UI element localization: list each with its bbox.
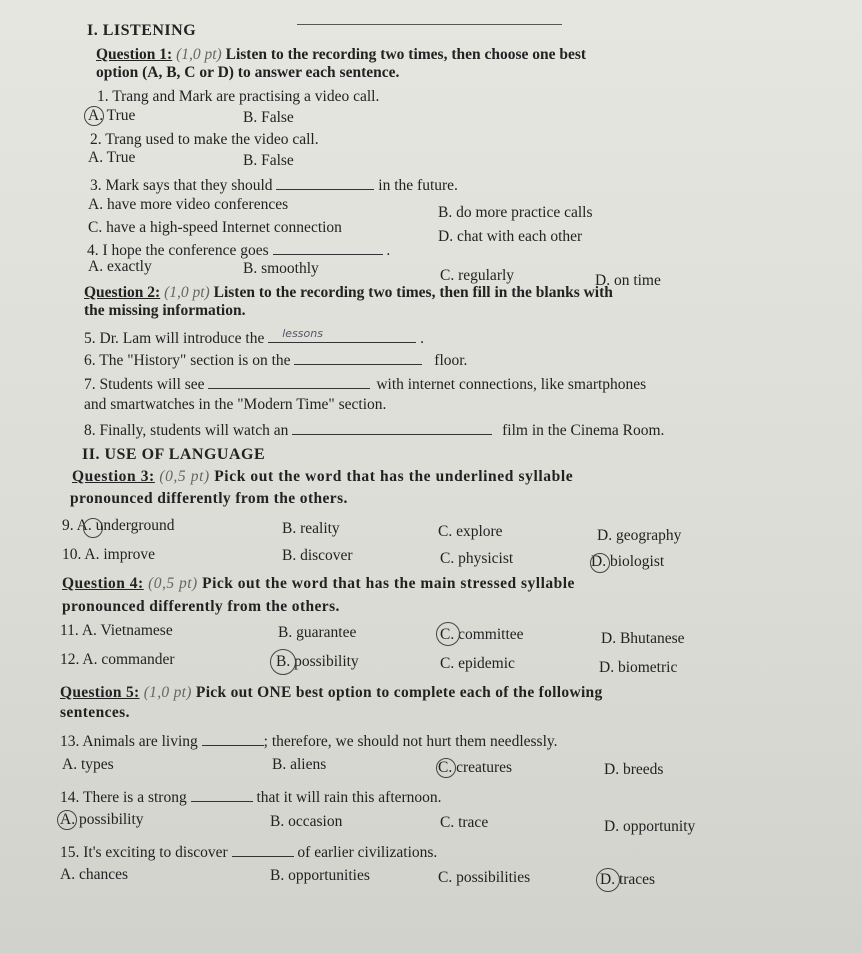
q2-item7-line1 — [84, 374, 646, 394]
q1-item3-option-c[interactable]: C. have a high-speed Internet connection — [88, 219, 342, 236]
q5-item15-option-d[interactable]: D. traces — [600, 871, 656, 888]
q2-item6-stem: 6. The "History" section is on the — [84, 352, 291, 369]
q1-item2-option-a[interactable]: A. True — [88, 149, 136, 166]
q1-item1-option-a[interactable]: A. True — [88, 107, 136, 124]
q5-label: Question 5: — [60, 684, 140, 701]
q2-instruction: Listen to the recording two times, then fill in the blanks with — [213, 284, 613, 301]
q3-instruction: Pick out the word that has the underlined syllable — [214, 468, 574, 485]
q4-row12-option-c[interactable]: C. epidemic — [440, 655, 515, 672]
q2-points: (1,0 pt) — [164, 284, 210, 301]
q1-item3-option-b[interactable]: B. do more practice calls — [438, 204, 593, 221]
answer-circle-mark — [84, 106, 104, 126]
q1-item2-stem: 2. Trang used to make the video call. — [90, 131, 319, 148]
q3-row9-option-d[interactable]: D. geography — [597, 527, 682, 544]
q4-row11-option-a[interactable]: 11. A. Vietnamese — [60, 622, 173, 639]
q5-item13-option-b[interactable]: B. aliens — [272, 756, 327, 773]
q2-item6-end: floor. — [434, 352, 468, 369]
q5-item15-stem-b: of earlier civilizations. — [297, 844, 438, 861]
q5-points: (1,0 pt) — [143, 684, 192, 701]
q3-instruction-line1 — [72, 468, 573, 486]
q5-item15-option-c[interactable]: C. possibilities — [438, 869, 531, 886]
q4-instruction: Pick out the word that has the main stressed syllable — [202, 575, 575, 592]
q2-item8 — [84, 420, 664, 440]
q1-item4-option-c[interactable]: C. regularly — [440, 267, 515, 284]
answer-circle-mark — [436, 758, 456, 778]
q2-item7-line2: and smartwatches in the "Modern Time" section. — [84, 396, 387, 413]
answer-blank[interactable] — [232, 842, 294, 857]
q1-instruction-line1 — [96, 46, 586, 64]
q5-instruction-line1 — [60, 684, 603, 702]
q2-instruction-line2: the missing information. — [84, 302, 246, 319]
q4-instruction-line2: pronounced differently from the others. — [62, 598, 340, 615]
q5-item14-option-a[interactable]: A. possibility — [60, 811, 144, 828]
q3-row10-option-c[interactable]: C. physicist — [440, 550, 514, 567]
q2-item6 — [84, 350, 467, 370]
answer-circle-mark — [436, 622, 460, 646]
section-heading-language: II. USE OF LANGUAGE — [82, 446, 266, 463]
q4-row12-option-b[interactable]: B. possibility — [276, 653, 359, 670]
q2-item5 — [84, 328, 424, 348]
q2-item5-stem: 5. Dr. Lam will introduce the — [84, 330, 265, 347]
q4-row12-option-d[interactable]: D. biometric — [599, 659, 678, 676]
q5-item14-option-d[interactable]: D. opportunity — [604, 818, 696, 835]
q3-instruction-line2: pronounced differently from the others. — [70, 490, 348, 507]
q2-item8-stem: 8. Finally, students will watch an — [84, 422, 289, 439]
q5-instruction: Pick out ONE best option to complete each of the following — [195, 684, 603, 701]
q1-item1-option-b[interactable]: B. False — [243, 109, 294, 126]
q4-row11-option-d[interactable]: D. Bhutanese — [601, 630, 685, 647]
q5-item13-option-d[interactable]: D. breeds — [604, 761, 664, 778]
section-heading-listening: I. LISTENING — [87, 22, 197, 39]
q4-label: Question 4: — [62, 575, 144, 592]
q3-points: (0,5 pt) — [159, 468, 210, 485]
q5-item14-option-c[interactable]: C. trace — [440, 814, 489, 831]
q1-item4-option-b[interactable]: B. smoothly — [243, 260, 319, 277]
q5-item13-stem-b: ; therefore, we should not hurt them needlessly. — [263, 733, 558, 750]
q4-row11-option-c[interactable]: C. committee — [440, 626, 524, 643]
q1-item4-stem-a: 4. I hope the conference goes — [87, 242, 269, 259]
q3-row9-option-a[interactable]: 9. A. underground — [62, 517, 175, 534]
q5-item13-stem-a: 13. Animals are living — [60, 733, 198, 750]
q1-item4-stem — [87, 240, 390, 260]
answer-blank[interactable] — [202, 731, 264, 746]
q5-item15-stem-a: 15. It's exciting to discover — [60, 844, 228, 861]
q1-item3-option-d[interactable]: D. chat with each other — [438, 228, 583, 245]
q1-label: Question 1: — [96, 46, 173, 63]
q4-row11-option-b[interactable]: B. guarantee — [278, 624, 357, 641]
q5-instruction-line2: sentences. — [60, 704, 130, 721]
q2-item7-stem: 7. Students will see — [84, 376, 205, 393]
q3-row10-option-b[interactable]: B. discover — [282, 547, 353, 564]
answer-circle-mark — [83, 518, 103, 538]
q1-points: (1,0 pt) — [176, 46, 222, 63]
q1-item3-option-a[interactable]: A. have more video conferences — [88, 196, 289, 213]
q1-item2-option-b[interactable]: B. False — [243, 152, 294, 169]
q5-item14-stem-b: that it will rain this afternoon. — [256, 789, 442, 806]
answer-blank[interactable] — [208, 374, 370, 389]
q5-item14-stem-a: 14. There is a strong — [60, 789, 187, 806]
q5-item15-option-b[interactable]: B. opportunities — [270, 867, 370, 884]
answer-circle-mark — [57, 810, 77, 830]
q1-item4-stem-b: . — [386, 242, 391, 259]
q1-item3-stem-b: in the future. — [378, 177, 458, 194]
q5-item15-stem — [60, 842, 437, 862]
q2-instruction-line1 — [84, 284, 613, 302]
answer-blank[interactable] — [294, 350, 422, 365]
q1-instruction-line2: option (A, B, C or D) to answer each sentence. — [96, 64, 400, 81]
q3-row9-option-b[interactable]: B. reality — [282, 520, 340, 537]
q5-item14-stem — [60, 787, 442, 807]
q4-points: (0,5 pt) — [148, 575, 198, 592]
q5-item15-option-a[interactable]: A. chances — [60, 866, 128, 883]
q5-item13-stem — [60, 731, 558, 751]
q1-item3-stem — [90, 175, 458, 195]
answer-blank[interactable] — [292, 420, 492, 435]
q3-row10-option-d[interactable]: D. biologist — [591, 553, 665, 570]
q4-row12-option-a[interactable]: 12. A. commander — [60, 651, 175, 668]
q2-item5-end: . — [420, 330, 424, 347]
q3-label: Question 3: — [72, 468, 155, 485]
q1-instruction: Listen to the recording two times, then choose one best — [225, 46, 587, 63]
answer-circle-mark — [596, 868, 620, 892]
q1-item4-option-d[interactable]: D. on time — [595, 272, 661, 289]
q2-item7-end: with internet connections, like smartphones — [376, 376, 647, 393]
q3-row9-option-c[interactable]: C. explore — [438, 523, 503, 540]
q5-item13-option-a[interactable]: A. types — [62, 756, 114, 773]
answer-circle-mark — [590, 553, 610, 573]
answer-blank[interactable] — [268, 328, 416, 343]
q2-label: Question 2: — [84, 284, 161, 301]
q1-item4-option-a[interactable]: A. exactly — [88, 258, 152, 275]
q1-item3-stem-a: 3. Mark says that they should — [90, 177, 273, 194]
q5-item13-option-c[interactable]: C. creatures — [438, 759, 513, 776]
answer-blank[interactable] — [273, 240, 383, 255]
answer-blank[interactable] — [191, 787, 253, 802]
answer-blank[interactable] — [276, 175, 374, 190]
q3-row10-option-a[interactable]: 10. A. improve — [62, 546, 155, 563]
q2-item8-end: film in the Cinema Room. — [502, 422, 665, 439]
handwritten-answer: lessons — [282, 327, 323, 340]
answer-circle-mark — [270, 649, 296, 675]
q5-item14-option-b[interactable]: B. occasion — [270, 813, 343, 830]
q1-item1-stem: 1. Trang and Mark are practising a video call. — [97, 88, 380, 105]
q4-instruction-line1 — [62, 575, 575, 593]
header-rule — [297, 24, 562, 25]
